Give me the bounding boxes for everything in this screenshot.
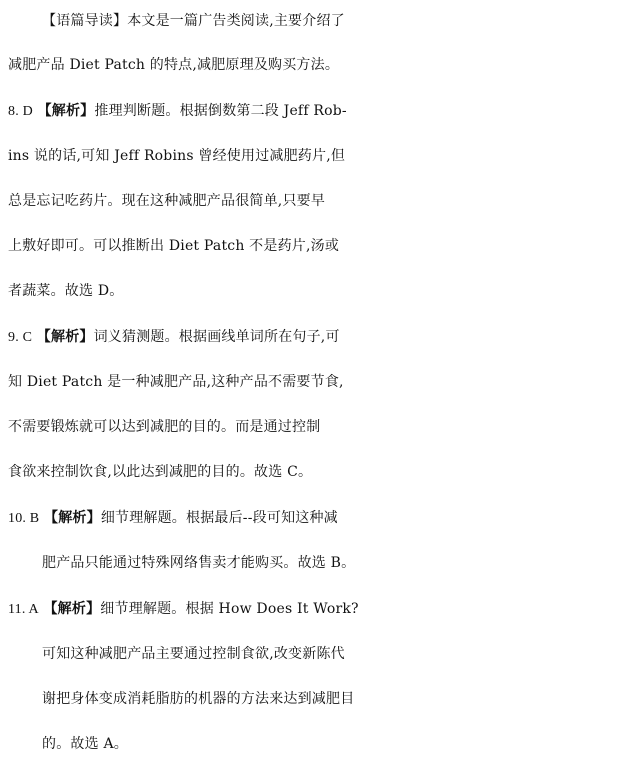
q9-line-1: 9. C 【解析】词义猜测题。根据画线单词所在句子,可 [8, 329, 340, 345]
intro-line-1: 【语篇导读】本文是一篇广告类阅读,主要介绍了 [42, 13, 345, 29]
q10-number: 10. B [8, 511, 40, 526]
q8-number: 8. D [8, 104, 33, 119]
q8-line-3: 总是忘记吃药片。现在这种减肥产品很简单,只要早 [8, 193, 326, 209]
intro-line-2: 减肥产品 Diet Patch 的特点,减肥原理及购买方法。 [8, 57, 340, 73]
q8-line-4: 上敷好即可。可以推断出 Diet Patch 不是药片,汤或 [8, 238, 340, 254]
q11-line-4: 的。故选 A。 [42, 736, 128, 752]
q11-line-3: 谢把身体变成消耗脂肪的机器的方法来达到减肥目 [42, 691, 355, 707]
q11-number: 11. A [8, 602, 39, 617]
q10-tag: 【解析】 [44, 510, 101, 526]
q8-line-2: ins 说的话,可知 Jeff Robins 曾经使用过减肥药片,但 [8, 148, 346, 164]
q11-tag: 【解析】 [43, 601, 101, 617]
q11-line-2: 可知这种减肥产品主要通过控制食欲,改变新陈代 [42, 646, 345, 662]
q9-line-2: 知 Diet Patch 是一种减肥产品,这种产品不需要节食, [8, 374, 344, 390]
q9-tag: 【解析】 [36, 329, 94, 345]
q8-line-5: 者蔬菜。故选 D。 [8, 283, 124, 299]
q8-line-1: 8. D 【解析】推理判断题。根据倒数第二段 Jeff Rob- [8, 103, 347, 119]
q10-line-1: 10. B 【解析】细节理解题。根据最后--段可知这种减 [8, 510, 338, 526]
q11-line-1: 11. A 【解析】细节理解题。根据 How Does It Work? [8, 601, 359, 617]
q9-number: 9. C [8, 330, 33, 345]
q10-line-2: 肥产品只能通过特殊网络售卖才能购买。故选 B。 [42, 555, 356, 571]
q9-line-4: 食欲来控制饮食,以此达到减肥的目的。故选 C。 [8, 464, 313, 480]
q9-line-3: 不需要锻炼就可以达到减肥的目的。而是通过控制 [8, 419, 321, 435]
q8-tag: 【解析】 [37, 103, 95, 119]
